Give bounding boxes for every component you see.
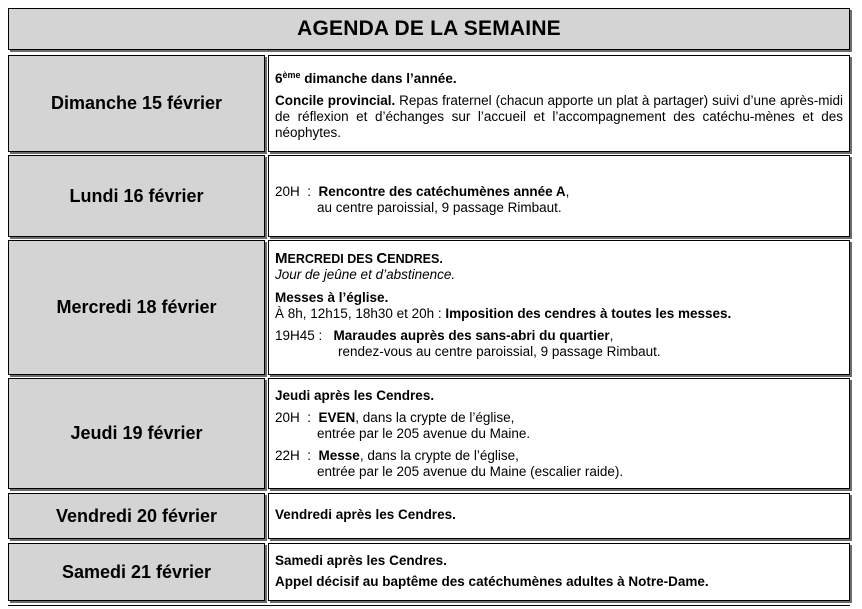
jeudi-event-2-place: entrée par le 205 avenue du Maine (escalier raide). (317, 464, 624, 479)
jeudi-event-1-place: entrée par le 205 avenue du Maine. (317, 426, 531, 441)
day-content-mercredi (268, 240, 850, 375)
day-content-vendredi (268, 493, 850, 539)
lundi-place: au centre paroissial, 9 passage Rimbaut. (317, 200, 562, 215)
masses-line: À 8h, 12h15, 18h30 et 20h : Imposition des cendres à toutes les messes. (275, 306, 732, 321)
day-label-lundi (8, 155, 265, 237)
day-label-samedi (8, 543, 265, 601)
concile-paragraph: Concile provincial. Repas fraternel (chacun apporte un plat à partager) suivi d’une après-midi de réflexion et d’échanges sur l’accueil et l’accompagnement des catéchu-mènes et des néophytes. (275, 93, 843, 140)
day-label-text: Vendredi 20 février (55, 505, 218, 526)
day-label-text: Dimanche 15 février (50, 93, 223, 113)
day-content-samedi (268, 543, 850, 601)
day-content-dimanche (268, 55, 850, 152)
maraudes-line: 19H45 : Maraudes auprès des sans-abri du quartier, (275, 328, 614, 343)
bottom-rule (8, 605, 850, 606)
samedi-appel: Appel décisif au baptême des catéchumènes adultes à Notre-Dame. (275, 574, 709, 589)
feast-subtitle: Jour de jeûne et d’abstinence. (275, 267, 456, 282)
lundi-event: 20H : Rencontre des catéchumènes année A, (275, 184, 570, 199)
agenda-title (8, 8, 850, 50)
jeudi-event-1: 20H : EVEN, dans la crypte de l’église, (275, 410, 515, 425)
maraudes-place: rendez-vous au centre paroissial, 9 passage Rimbaut. (338, 344, 661, 359)
jeudi-event-2: 22H : Messe, dans la crypte de l’église, (275, 448, 519, 463)
vendredi-heading: Vendredi après les Cendres. (275, 507, 456, 522)
agenda-title-text: AGENDA DE LA SEMAINE (297, 17, 561, 40)
day-label-text: Jeudi 19 février (70, 423, 203, 443)
masses-heading: Messes à l’église. (275, 290, 389, 305)
samedi-heading: Samedi après les Cendres. (275, 553, 447, 568)
day-label-text: Samedi 21 février (61, 561, 212, 582)
day-label-text: Mercredi 18 février (56, 297, 217, 317)
day-content-jeudi (268, 378, 850, 489)
day-content-lundi (268, 155, 850, 237)
day-label-jeudi (8, 378, 265, 489)
jeudi-heading: Jeudi après les Cendres. (275, 388, 435, 403)
day-label-text: Lundi 16 février (69, 185, 204, 206)
day-label-dimanche (8, 55, 265, 152)
feast-title: MERCREDI DES CENDRES. (275, 250, 443, 267)
day-label-mercredi (8, 240, 265, 375)
sunday-title: 6ème dimanche dans l’année. (275, 70, 457, 86)
day-label-vendredi (8, 493, 265, 539)
